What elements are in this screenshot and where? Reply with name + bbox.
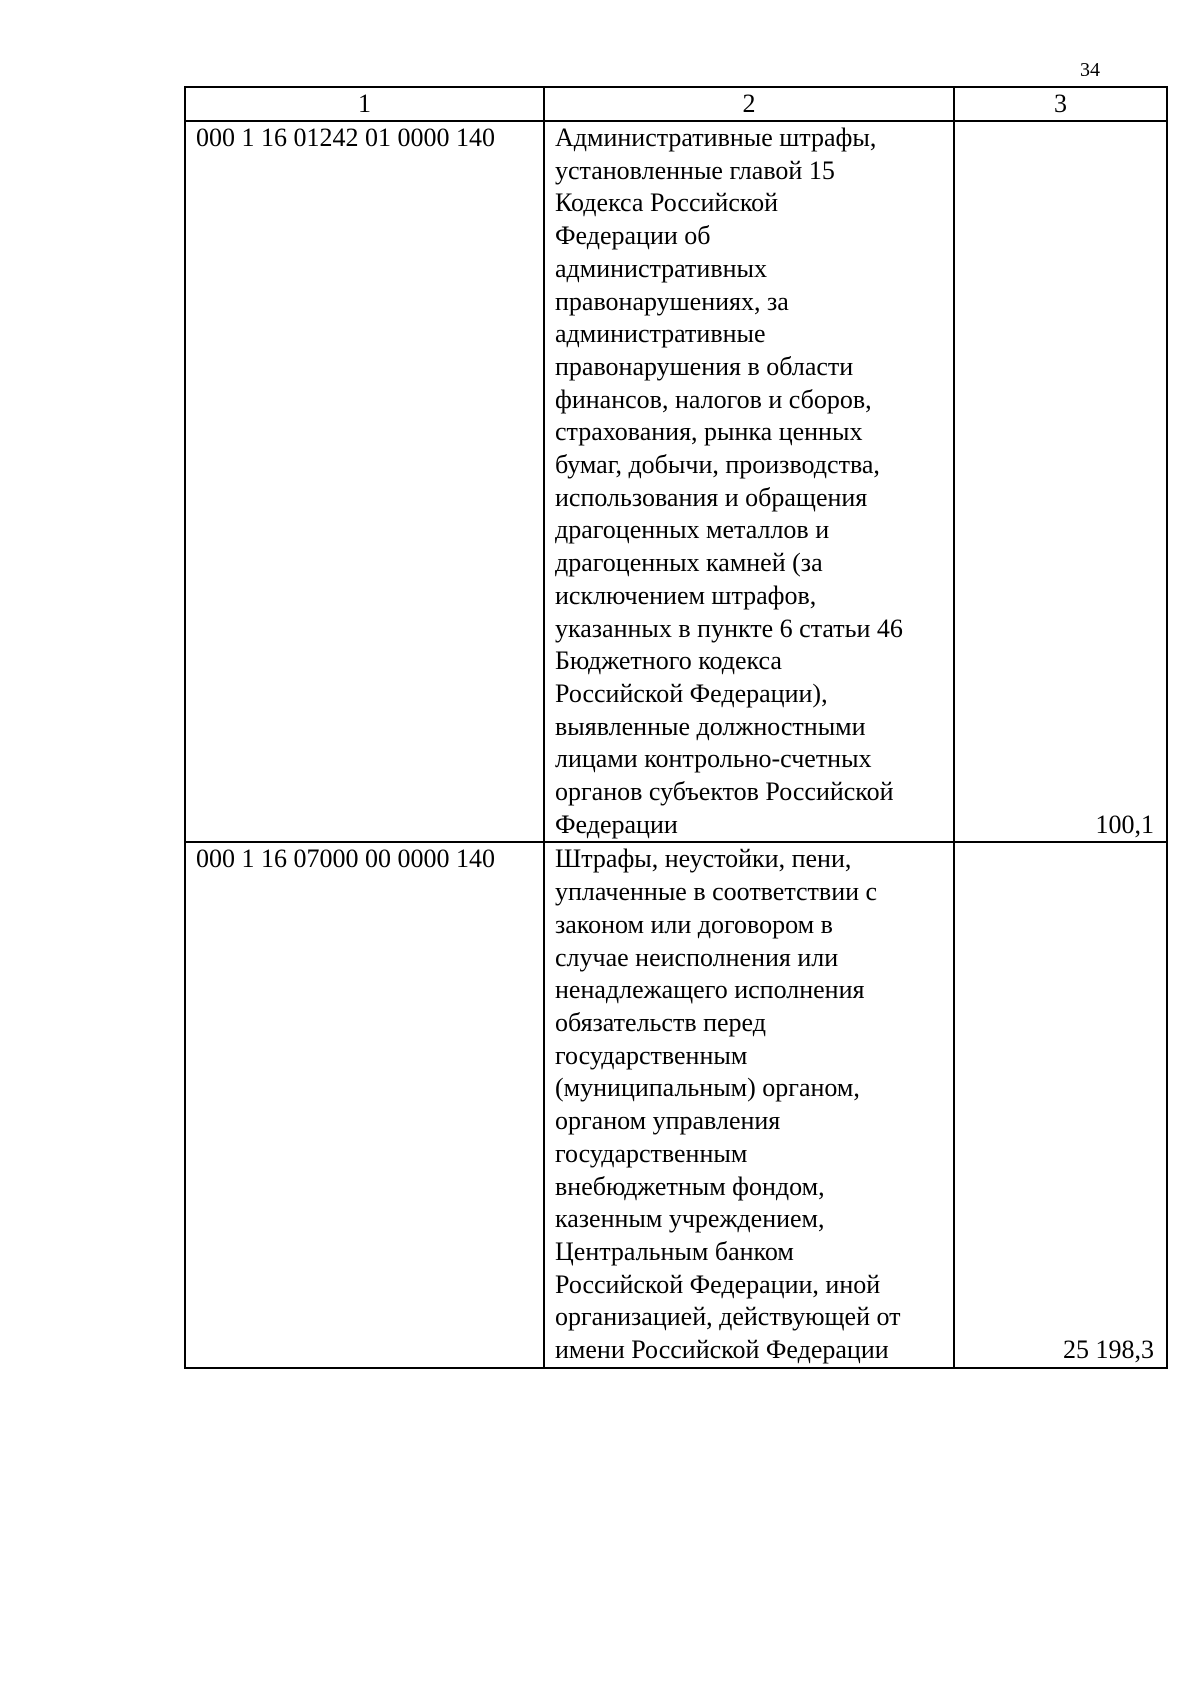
description-line: уплаченные в соответствии с	[555, 877, 878, 907]
description-line: Бюджетного кодекса	[555, 646, 782, 676]
description-line: правонарушения в области	[555, 351, 854, 381]
budget-code-cell: 000 1 16 07000 00 0000 140	[185, 842, 544, 1367]
description-line: органом управления	[555, 1106, 781, 1136]
description-line: административных	[555, 253, 767, 283]
description-line: организацией, действующей от	[555, 1302, 901, 1332]
budget-revenue-table	[184, 86, 1168, 1369]
description-line: административные	[555, 319, 766, 349]
description-line: лицами контрольно-счетных	[555, 744, 872, 774]
description-line: Центральным банком	[555, 1236, 794, 1266]
description-line: казенным учреждением,	[555, 1204, 825, 1234]
table-row	[185, 121, 1167, 842]
table-row	[185, 842, 1167, 1367]
amount-cell: 25 198,3	[954, 842, 1167, 1367]
description-line: страхования, рынка ценных	[555, 417, 863, 447]
description-line: Федерации об	[555, 221, 711, 251]
description-line: Административные штрафы,	[555, 123, 877, 152]
description-line: исключением штрафов,	[555, 580, 817, 610]
budget-code-cell: 000 1 16 01242 01 0000 140	[185, 121, 544, 842]
page-number: 34	[1080, 59, 1100, 81]
description-line: установленные главой 15	[555, 155, 835, 185]
column-header-2: 2	[544, 87, 954, 121]
description-line: указанных в пункте 6 статьи 46	[555, 613, 903, 643]
description-line: использования и обращения	[555, 482, 868, 512]
header-row	[185, 87, 1167, 121]
column-header-3: 3	[954, 87, 1167, 121]
description-line: выявленные должностными	[555, 711, 866, 741]
description-cell	[544, 121, 954, 842]
table-header	[185, 87, 1167, 121]
description-line: обязательств перед	[555, 1007, 766, 1037]
description-line: Российской Федерации),	[555, 678, 828, 708]
description-line: внебюджетным фондом,	[555, 1171, 825, 1201]
description-line: имени Российской Федерации	[555, 1335, 889, 1365]
description-line: законом или договором в	[555, 909, 833, 939]
description-line: Федерации	[555, 809, 678, 839]
table-body	[185, 121, 1167, 1368]
description-line: Кодекса Российской	[555, 188, 779, 218]
description-line: Российской Федерации, иной	[555, 1269, 881, 1299]
amount-cell: 100,1	[954, 121, 1167, 842]
description-line: финансов, налогов и сборов,	[555, 384, 872, 414]
description-line: Штрафы, неустойки, пени,	[555, 844, 852, 874]
description-line: бумаг, добычи, производства,	[555, 450, 880, 480]
description-line: случае неисполнения или	[555, 942, 839, 972]
description-cell	[544, 842, 954, 1367]
column-header-1: 1	[185, 87, 544, 121]
description-line: ненадлежащего исполнения	[555, 975, 865, 1005]
description-line: государственным	[555, 1040, 748, 1070]
description-line: правонарушениях, за	[555, 286, 789, 316]
description-line: (муниципальным) органом,	[555, 1073, 860, 1103]
description-line: драгоценных камней (за	[555, 548, 823, 578]
description-line: органов субъектов Российской	[555, 777, 894, 807]
description-line: государственным	[555, 1138, 748, 1168]
description-line: драгоценных металлов и	[555, 515, 830, 545]
